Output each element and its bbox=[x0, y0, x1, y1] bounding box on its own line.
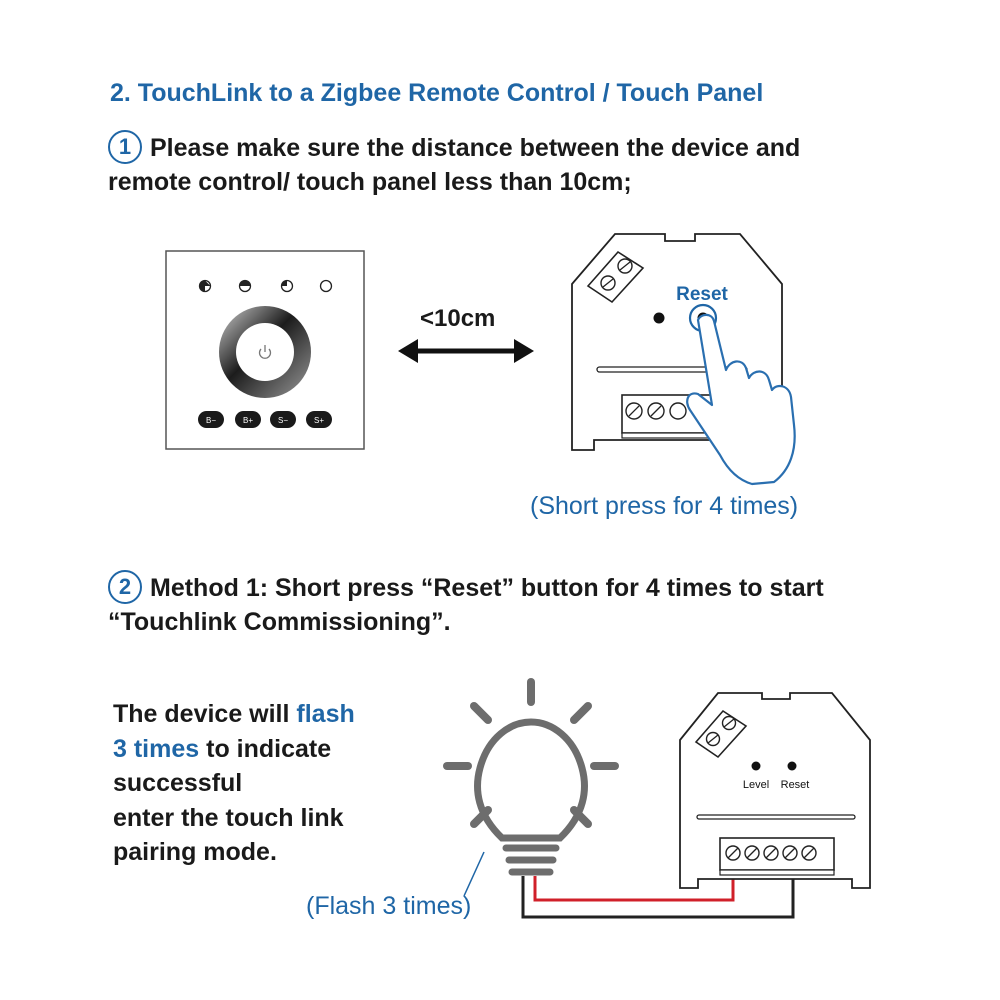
short-press-note: (Short press for 4 times) bbox=[530, 492, 799, 520]
section-heading: 2. TouchLink to a Zigbee Remote Control / Touch Panel bbox=[110, 79, 764, 107]
light-bulb-icon bbox=[447, 682, 615, 872]
desc-highlight-times: 3 times bbox=[113, 734, 200, 763]
flash-description bbox=[113, 697, 355, 870]
zigbee-device-bottom bbox=[680, 693, 870, 888]
device2-reset-label: Reset bbox=[780, 779, 810, 791]
panel-button-b-minus: B− bbox=[205, 416, 217, 425]
step-1-line2: remote control/ touch panel less than 10cm; bbox=[108, 168, 632, 196]
reset-label: Reset bbox=[676, 284, 728, 305]
desc-line4: enter the touch link bbox=[113, 803, 344, 832]
double-arrow-icon bbox=[398, 339, 534, 363]
desc-part1: The device will bbox=[113, 700, 297, 728]
touch-panel bbox=[166, 251, 364, 449]
step-2-line1: Method 1: Short press “Reset” button for 4 times to start bbox=[150, 574, 824, 602]
panel-button-s-minus: S− bbox=[277, 416, 289, 425]
led-indicator bbox=[654, 313, 665, 324]
panel-button-b-plus: B+ bbox=[242, 416, 254, 425]
desc-highlight-flash: flash bbox=[296, 700, 355, 728]
distance-label: <10cm bbox=[420, 305, 496, 332]
flash-note: (Flash 3 times) bbox=[306, 892, 472, 920]
step-2-instruction bbox=[108, 570, 824, 639]
level-indicator bbox=[752, 762, 761, 771]
desc-line3: successful bbox=[113, 769, 243, 797]
flash-pointer-line bbox=[464, 852, 484, 896]
step-1-number: 1 bbox=[108, 130, 142, 164]
step-2-number: 2 bbox=[108, 570, 142, 604]
level-label: Level bbox=[742, 779, 770, 791]
desc-part2: to indicate bbox=[199, 734, 332, 763]
panel-button-s-plus: S+ bbox=[313, 416, 325, 425]
step-2-line2: “Touchlink Commissioning”. bbox=[108, 608, 451, 636]
step-1-line1: Please make sure the distance between the device and bbox=[150, 134, 801, 162]
reset-indicator bbox=[788, 762, 797, 771]
desc-line5: pairing mode. bbox=[113, 838, 277, 866]
